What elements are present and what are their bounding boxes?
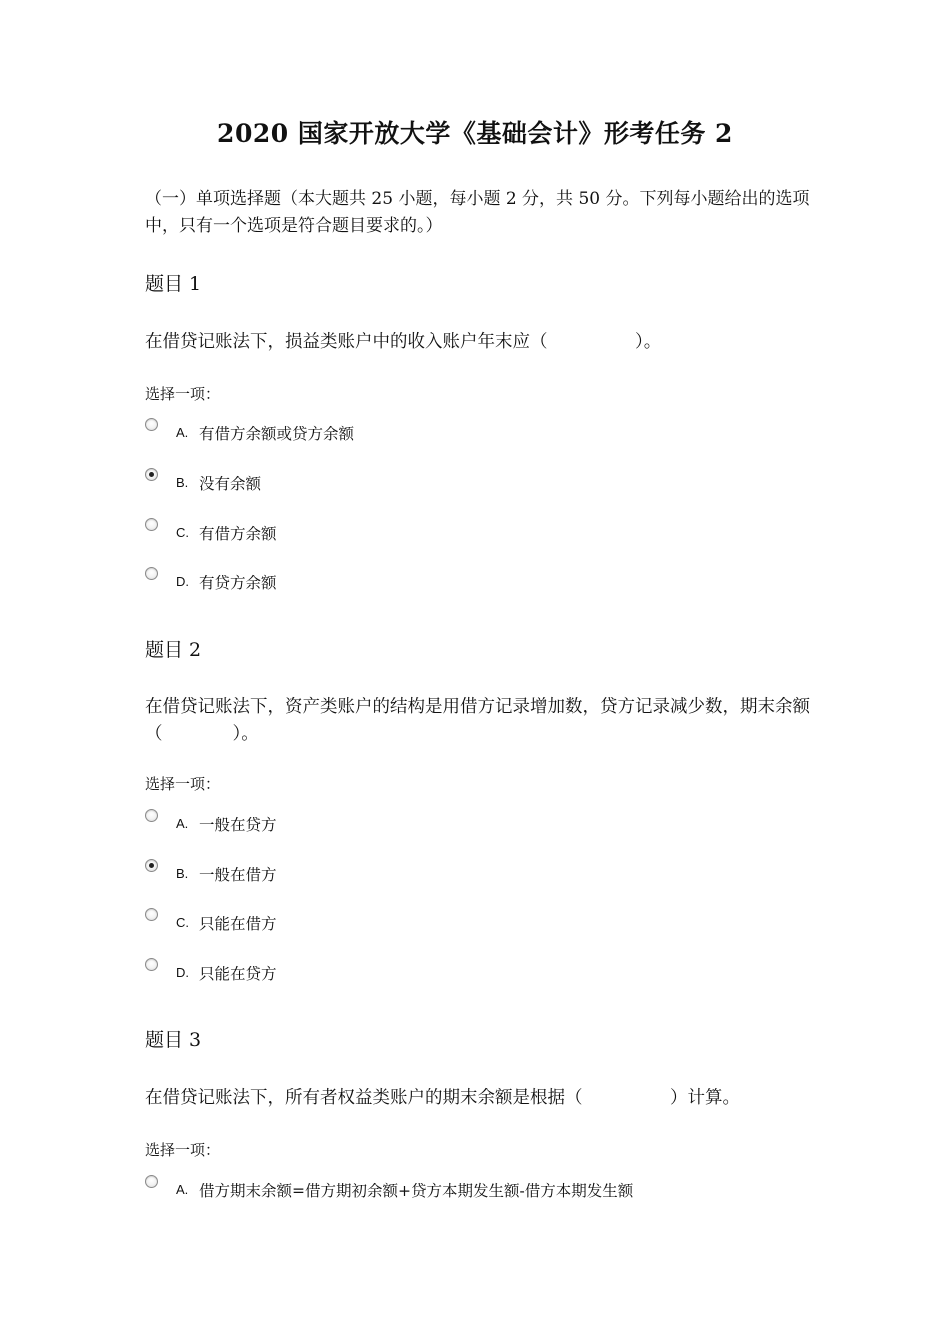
radio-button-icon[interactable] <box>145 908 158 921</box>
option-letter: C. <box>176 525 189 540</box>
option-letter: A. <box>176 1182 189 1197</box>
option-text: 一般在借方 <box>199 866 277 884</box>
section-intro: （一）单项选择题（本大题共 25 小题，每小题 2 分，共 50 分。下列每小题给出的选项中，只有一个选项是符合题目要求的。） <box>145 189 810 236</box>
question-2-text: 在借贷记账法下，资产类账户的结构是用借方记录增加数，贷方记录减少数，期末余额（ ）。 <box>145 697 810 744</box>
radio-button-selected-icon[interactable] <box>145 468 158 481</box>
option-text: 一般在贷方 <box>199 816 277 834</box>
document-title: 2020 国家开放大学《基础会计》形考任务 2 <box>217 119 733 148</box>
option-letter: A. <box>176 425 189 440</box>
option-letter: A. <box>176 816 189 831</box>
question-3-title: 题目 3 <box>145 1029 202 1051</box>
question-1-text: 在借贷记账法下，损益类账户中的收入账户年末应（ ）。 <box>145 332 662 352</box>
question-3-text: 在借贷记账法下，所有者权益类账户的期末余额是根据（ ）计算。 <box>145 1088 740 1108</box>
option-text: 有贷方余额 <box>199 574 277 592</box>
option-text: 有借方余额 <box>199 525 277 543</box>
radio-button-icon[interactable] <box>145 1175 158 1188</box>
option-letter: D. <box>176 965 189 980</box>
option-letter: B. <box>176 866 189 881</box>
radio-button-icon[interactable] <box>145 418 158 431</box>
radio-button-icon[interactable] <box>145 567 158 580</box>
radio-button-icon[interactable] <box>145 518 158 531</box>
question-2-title: 题目 2 <box>145 639 202 661</box>
question-1-title: 题目 1 <box>145 273 202 295</box>
option-letter: B. <box>176 475 189 490</box>
option-text: 只能在借方 <box>199 915 277 933</box>
option-text: 只能在贷方 <box>199 965 277 983</box>
question-3-choose-label: 选择一项： <box>145 1141 221 1159</box>
option-text: 没有余额 <box>199 475 262 493</box>
option-letter: D. <box>176 574 189 589</box>
option-text: 有借方余额或贷方余额 <box>199 425 355 443</box>
question-1-choose-label: 选择一项： <box>145 385 221 403</box>
question-2-choose-label: 选择一项： <box>145 775 221 793</box>
option-letter: C. <box>176 915 189 930</box>
option-text: 借方期末余额=借方期初余额+贷方本期发生额-借方本期发生额 <box>199 1182 634 1200</box>
radio-button-icon[interactable] <box>145 958 158 971</box>
radio-button-selected-icon[interactable] <box>145 859 158 872</box>
radio-button-icon[interactable] <box>145 809 158 822</box>
